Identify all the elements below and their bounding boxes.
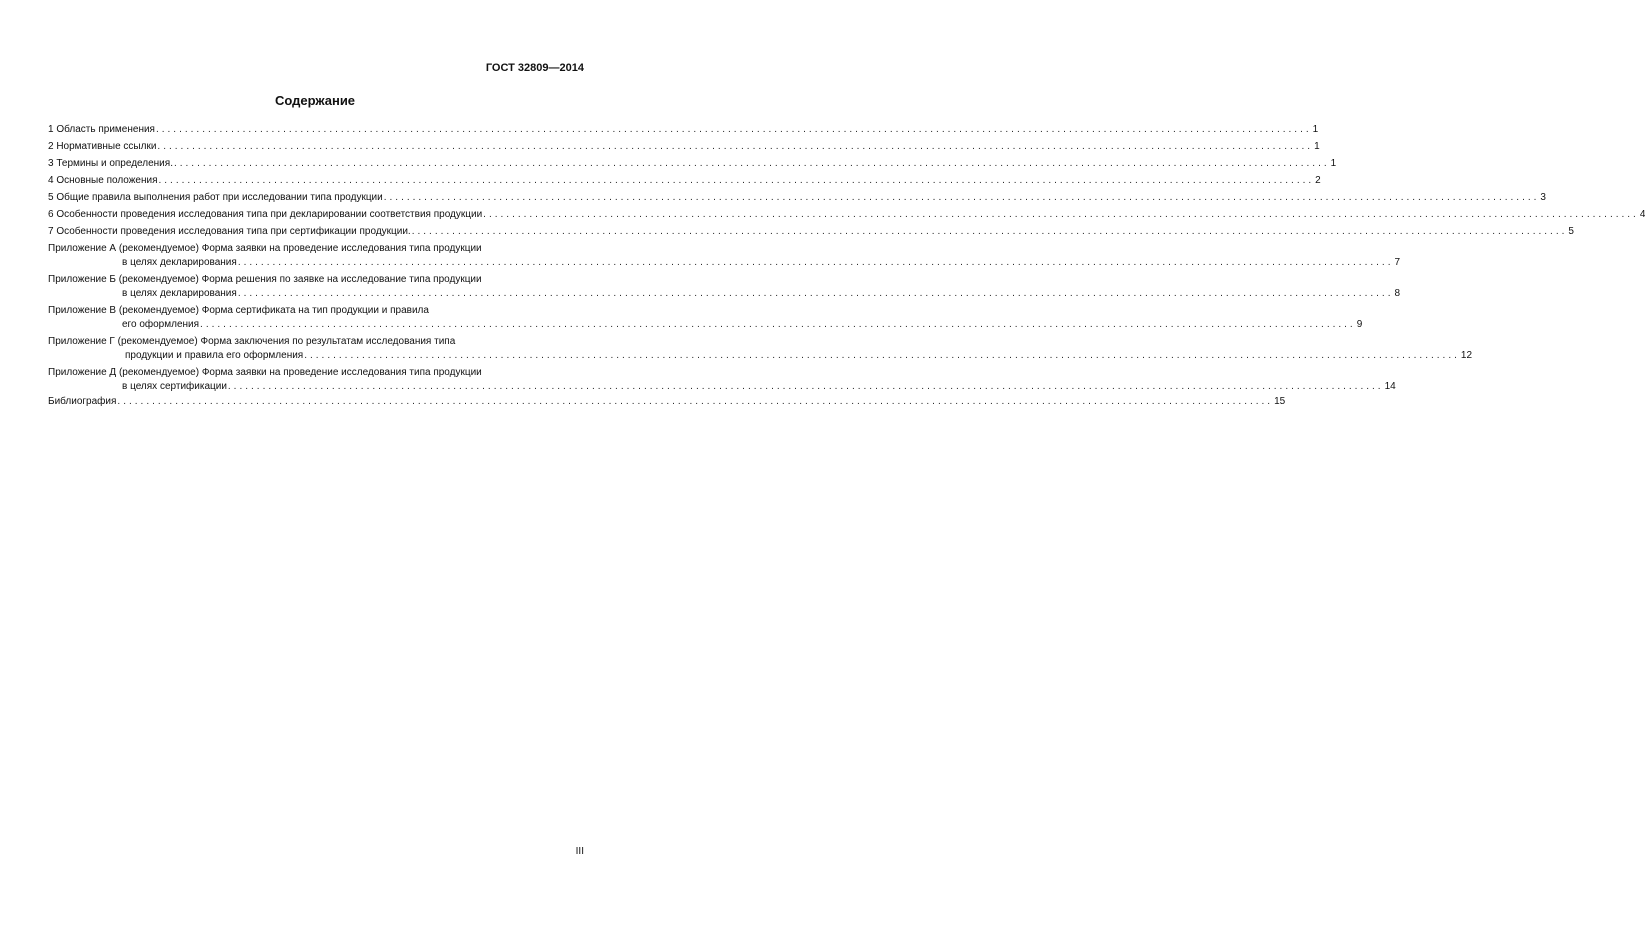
toc-entry-label: 5 Общие правила выполнения работ при исследовании типа продукции bbox=[48, 192, 383, 203]
toc-entry-label-cont: в целях декларирования bbox=[122, 288, 237, 299]
leader-dots: ........................................................................................................................................................................................................ bbox=[173, 158, 1330, 169]
leader-dots: ........................................................................................................................................................................................................ bbox=[383, 192, 1540, 203]
toc-entry-label-cont: в целях декларирования bbox=[122, 257, 237, 268]
toc-entry-page: 8 bbox=[1394, 288, 1401, 299]
toc-entry-label: Приложение В (рекомендуемое) Форма сертификата на тип продукции и правила bbox=[48, 305, 429, 316]
toc-entry-page: 2 bbox=[1315, 175, 1321, 186]
toc-entry-page: 3 bbox=[1540, 192, 1546, 203]
toc-entry-appendix-g[interactable] bbox=[48, 335, 1473, 363]
toc-entry-page: 5 bbox=[1568, 226, 1574, 237]
toc-entry-bibliography[interactable] bbox=[48, 395, 1286, 409]
toc-entry-6[interactable] bbox=[48, 208, 1645, 222]
toc-entry-appendix-a[interactable] bbox=[48, 242, 1401, 270]
leader-dots: ........................................................................................................................................................................................................ bbox=[200, 319, 1356, 330]
toc-entry-label: Приложение А (рекомендуемое) Форма заявки на проведение исследования типа продукции bbox=[48, 243, 482, 254]
toc-entry-page: 9 bbox=[1356, 319, 1363, 330]
toc-entry-continuation bbox=[48, 287, 1401, 301]
toc-entry-2[interactable] bbox=[48, 140, 1320, 154]
toc-entry-4[interactable] bbox=[48, 174, 1321, 188]
leader-dots: ........................................................................................................................................................................................................ bbox=[237, 257, 1394, 268]
toc-entry-page: 1 bbox=[1330, 158, 1337, 169]
toc-entry-label: Приложение Д (рекомендуемое) Форма заявки на проведение исследования типа продукции bbox=[48, 367, 482, 378]
toc-entry-3[interactable] bbox=[48, 157, 1337, 171]
toc-title: Содержание bbox=[274, 93, 356, 108]
toc-entry-label: 3 Термины и определения. bbox=[48, 158, 173, 169]
leader-dots: ........................................................................................................................................................................................................ bbox=[483, 209, 1639, 220]
toc-entry-label: Приложение Б (рекомендуемое) Форма решения по заявке на исследование типа продукции bbox=[48, 274, 482, 285]
page-number: III bbox=[575, 846, 584, 857]
table-of-contents bbox=[48, 120, 1645, 409]
toc-entry-1[interactable] bbox=[48, 123, 1319, 137]
toc-entry-page: 7 bbox=[1394, 257, 1401, 268]
toc-entry-page: 1 bbox=[1312, 124, 1319, 135]
toc-entry-label: 1 Область применения bbox=[48, 124, 155, 135]
toc-entry-5[interactable] bbox=[48, 191, 1546, 205]
toc-entry-label-cont: его оформления bbox=[122, 319, 200, 330]
toc-entry-continuation bbox=[48, 256, 1401, 270]
leader-dots: ........................................................................................................................................................................................................ bbox=[304, 350, 1460, 361]
toc-entry-page: 4 bbox=[1639, 209, 1645, 220]
leader-dots: ........................................................................................................................................................................................................ bbox=[237, 288, 1394, 299]
leader-dots: ........................................................................................................................................................................................................ bbox=[155, 124, 1312, 135]
toc-entry-7[interactable] bbox=[48, 225, 1574, 239]
toc-entry-label-cont: продукции и правила его оформления bbox=[125, 350, 304, 361]
leader-dots: ........................................................................................................................................................................................................ bbox=[411, 226, 1568, 237]
document-code: ГОСТ 32809—2014 bbox=[485, 62, 584, 74]
toc-entry-label: Приложение Г (рекомендуемое) Форма заключения по результатам исследования типа bbox=[48, 336, 456, 347]
toc-entry-continuation bbox=[48, 318, 1363, 332]
toc-entry-appendix-d[interactable] bbox=[48, 366, 1396, 394]
toc-entry-continuation bbox=[48, 380, 1396, 394]
toc-entry-label: 2 Нормативные ссылки bbox=[48, 141, 157, 152]
toc-entry-label: 6 Особенности проведения исследования типа при декларировании соответствия продукции bbox=[48, 209, 483, 220]
leader-dots: ........................................................................................................................................................................................................ bbox=[227, 381, 1384, 392]
leader-dots: ........................................................................................................................................................................................................ bbox=[157, 141, 1314, 152]
toc-entry-continuation bbox=[48, 349, 1473, 363]
toc-entry-label: 4 Основные положения bbox=[48, 175, 158, 186]
toc-entry-label: Библиография bbox=[48, 396, 117, 407]
leader-dots: ........................................................................................................................................................................................................ bbox=[158, 175, 1315, 186]
leader-dots: ........................................................................................................................................................................................................ bbox=[117, 396, 1274, 407]
toc-entry-label: 7 Особенности проведения исследования типа при сертификации продукции. bbox=[48, 226, 411, 237]
toc-entry-page: 12 bbox=[1460, 350, 1473, 361]
toc-entry-page: 15 bbox=[1274, 396, 1286, 407]
toc-entry-page: 14 bbox=[1384, 381, 1396, 392]
toc-entry-appendix-v[interactable] bbox=[48, 304, 1363, 332]
toc-entry-page: 1 bbox=[1314, 141, 1320, 152]
toc-entry-label-cont: в целях сертификации bbox=[122, 381, 227, 392]
toc-entry-appendix-b[interactable] bbox=[48, 273, 1401, 301]
